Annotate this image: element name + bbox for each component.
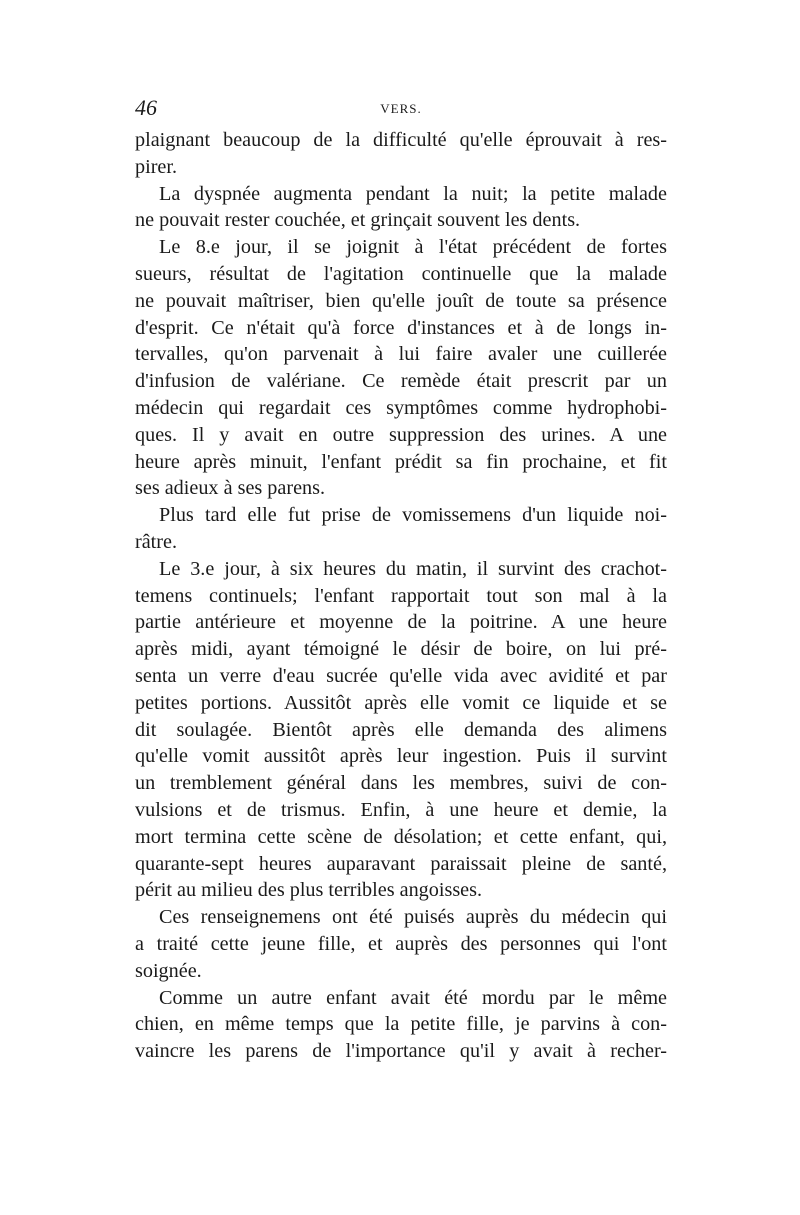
text-line: sueurs, résultat de l'agitation continuelle que la malade xyxy=(135,262,667,285)
text-line: vulsions et de trismus. Enfin, à une heure et demie, la xyxy=(135,798,667,821)
text-line: mort termina cette scène de désolation; et cette enfant, qui, xyxy=(135,825,667,848)
text-line: chien, en même temps que la petite fille, je parvins à con- xyxy=(135,1013,667,1036)
text-line: La dyspnée augmenta pendant la nuit; la petite malade xyxy=(159,182,667,205)
text-line: d'infusion de valériane. Ce remède était prescrit par un xyxy=(135,370,667,393)
text-line: petites portions. Aussitôt après elle vomit ce liquide et se xyxy=(135,691,667,714)
text-line: tervalles, qu'on parvenait à lui faire avaler une cuillerée xyxy=(135,343,667,366)
text-line: Comme un autre enfant avait été mordu par le même xyxy=(159,986,667,1009)
text-line: Plus tard elle fut prise de vomissemens d'un liquide noi- xyxy=(159,504,667,527)
text-line: périt au milieu des plus terribles angoisses. xyxy=(135,879,483,902)
text-line: quarante-sept heures auparavant paraissait pleine de santé, xyxy=(135,852,667,875)
page-number: 46 xyxy=(135,95,157,120)
text-line: un tremblement général dans les membres, suivi de con- xyxy=(135,772,667,795)
text-line: pirer. xyxy=(135,155,178,178)
text-line: râtre. xyxy=(135,530,178,553)
text-line: après midi, ayant témoigné le désir de boire, on lui pré- xyxy=(135,638,667,661)
text-line: soignée. xyxy=(135,959,202,982)
body-text xyxy=(135,127,667,1065)
text-line: temens continuels; l'enfant rapportait tout son mal à la xyxy=(135,584,667,607)
running-head xyxy=(135,95,667,121)
text-line: d'esprit. Ce n'était qu'à force d'instances et à de longs in- xyxy=(135,316,667,339)
text-line: partie antérieure et moyenne de la poitrine. A une heure xyxy=(135,611,667,634)
text-line: ne pouvait rester couchée, et grinçait souvent les dents. xyxy=(135,209,581,232)
text-line: ses adieux à ses parens. xyxy=(135,477,326,500)
text-line: Le 3.e jour, à six heures du matin, il survint des crachot- xyxy=(159,557,667,580)
running-title: VERS. xyxy=(380,101,422,116)
text-line: médecin qui regardait ces symptômes comme hydrophobi- xyxy=(135,396,667,419)
text-line: ques. Il y avait en outre suppression des urines. A une xyxy=(135,423,667,446)
text-line: heure après minuit, l'enfant prédit sa fin prochaine, et fit xyxy=(135,450,667,473)
text-line: Ces renseignemens ont été puisés auprès du médecin qui xyxy=(159,906,667,929)
text-line: Le 8.e jour, il se joignit à l'état précédent de fortes xyxy=(159,236,667,259)
text-line: senta un verre d'eau sucrée qu'elle vida avec avidité et par xyxy=(135,664,667,687)
text-line: vaincre les parens de l'importance qu'il y avait à recher- xyxy=(135,1040,667,1063)
text-line: ne pouvait maîtriser, bien qu'elle jouît de toute sa présence xyxy=(135,289,667,312)
text-line: qu'elle vomit aussitôt après leur ingestion. Puis il survint xyxy=(135,745,667,768)
text-line: dit soulagée. Bientôt après elle demanda des alimens xyxy=(135,718,667,741)
text-line: a traité cette jeune fille, et auprès des personnes qui l'ont xyxy=(135,932,667,955)
text-line: plaignant beaucoup de la difficulté qu'elle éprouvait à res- xyxy=(135,129,667,151)
